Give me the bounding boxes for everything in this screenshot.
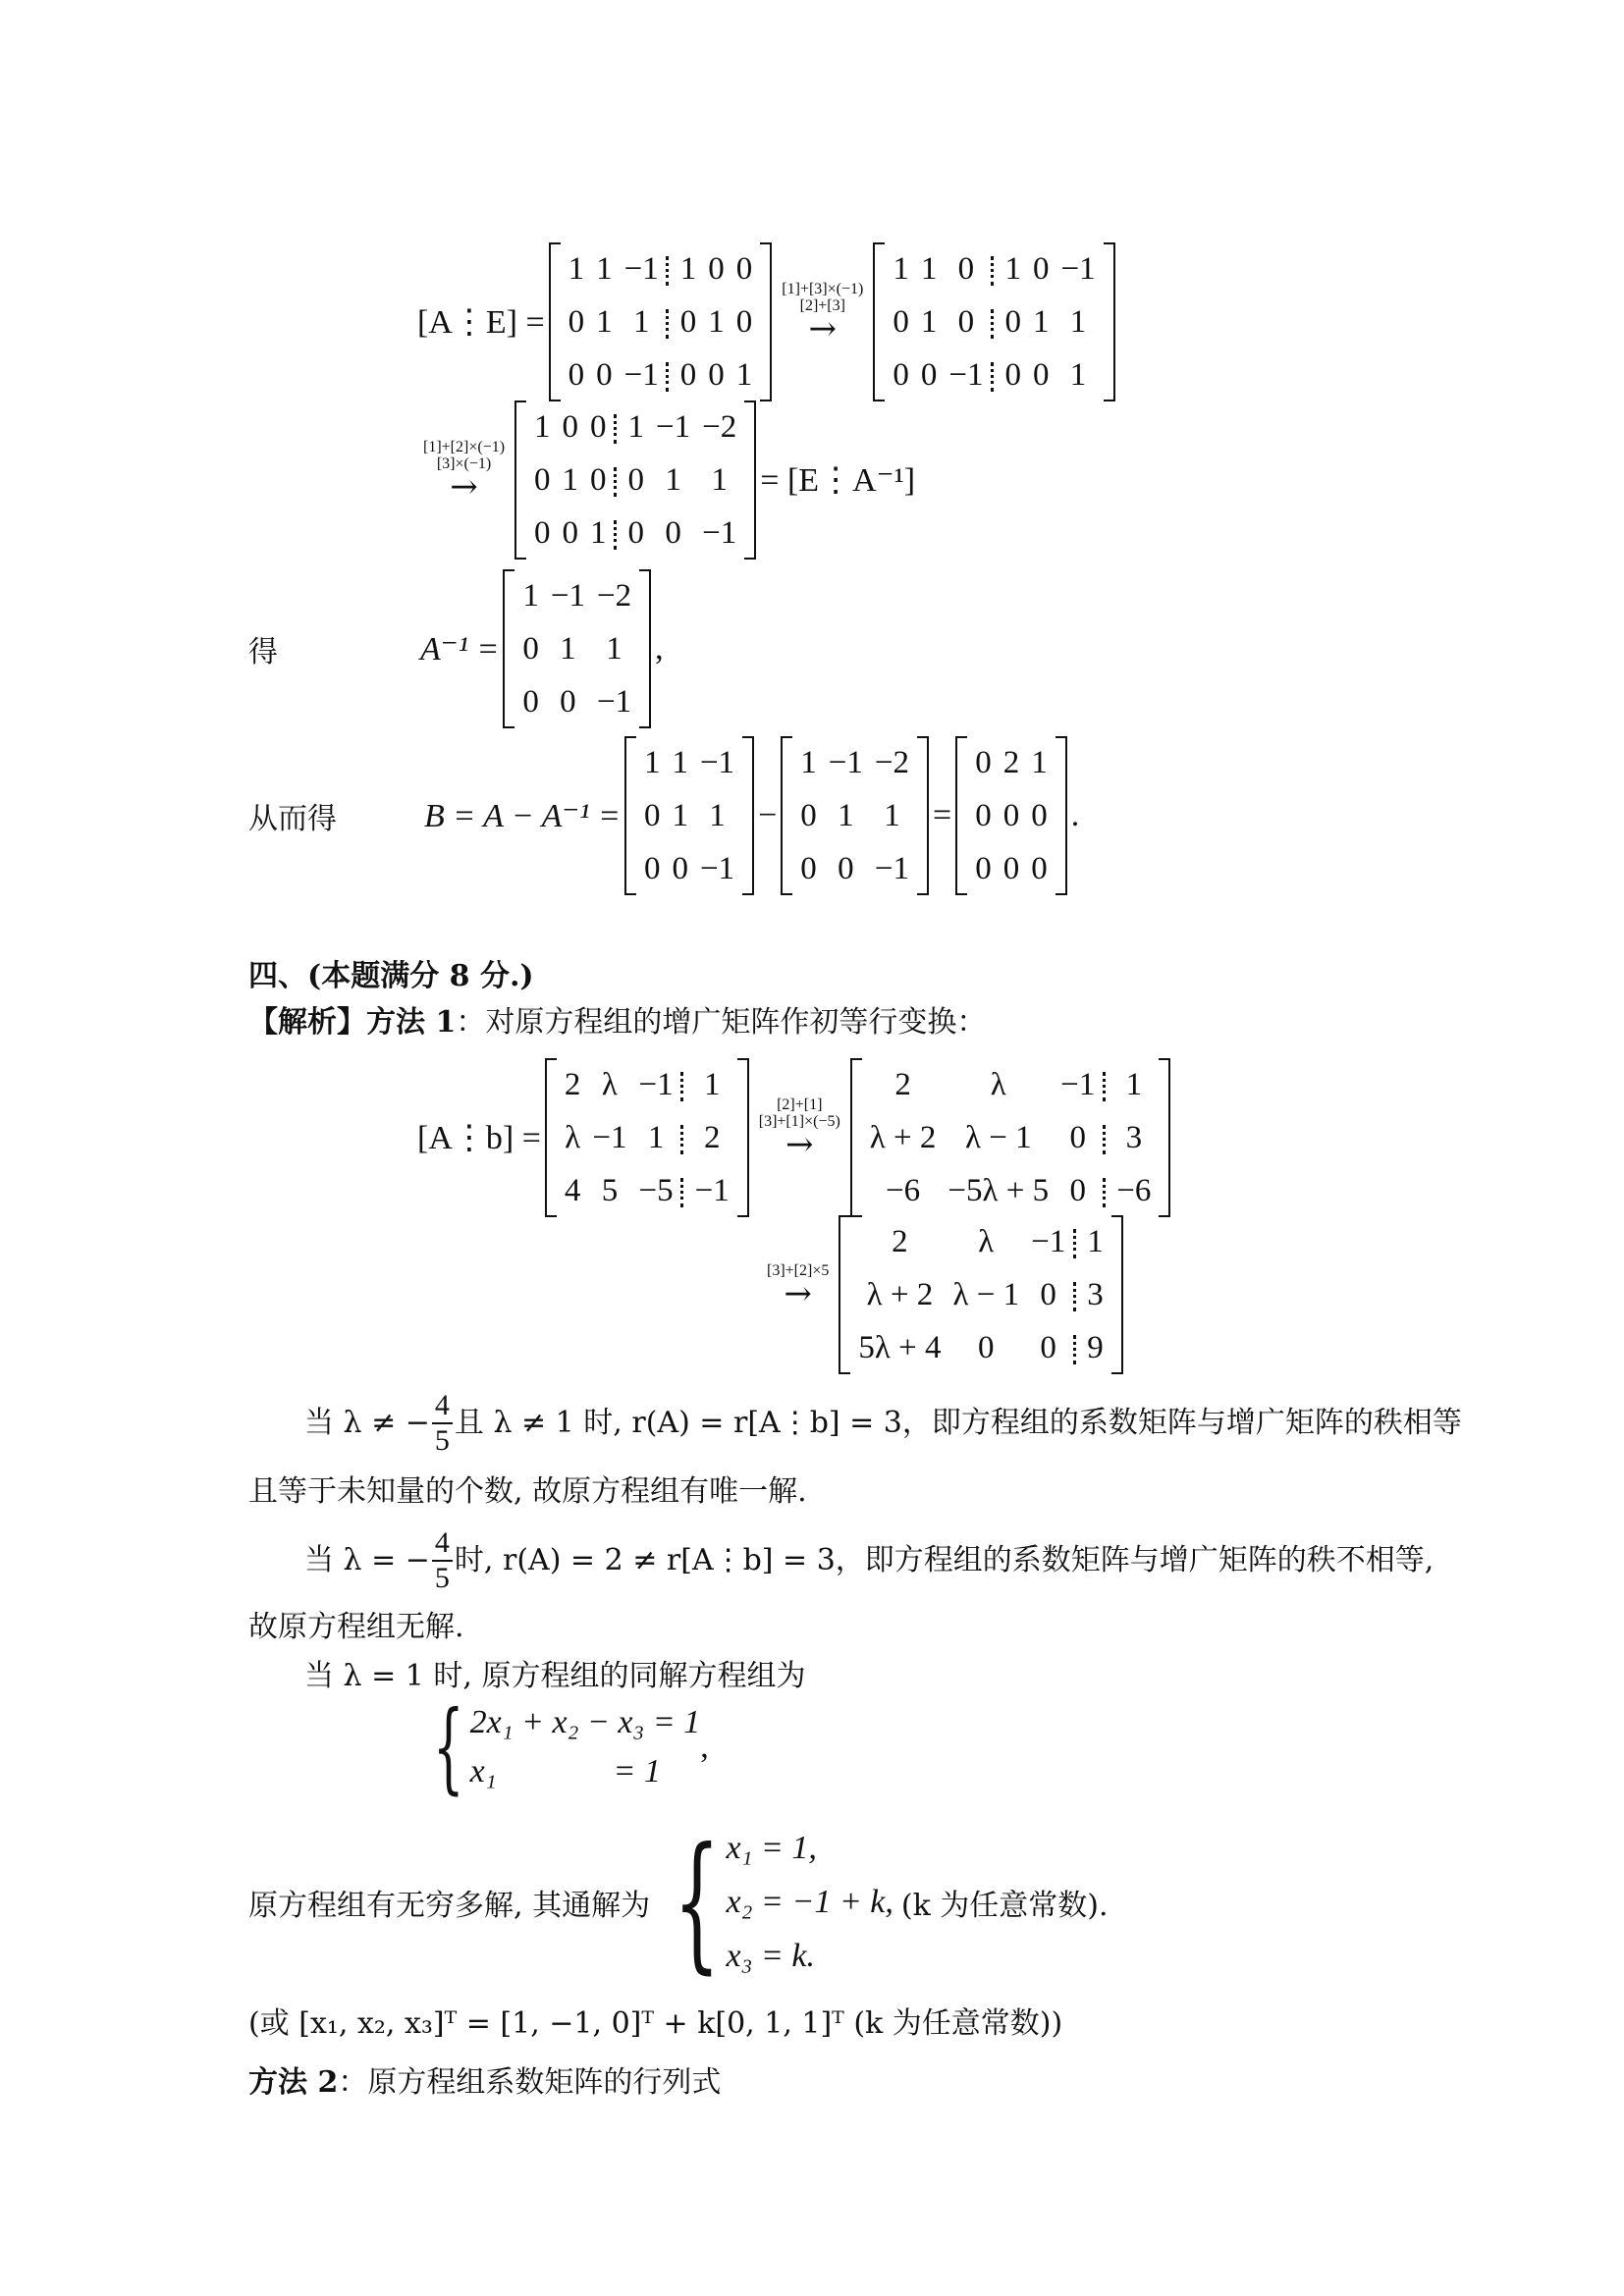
row-op-arrow-2 [423, 439, 506, 507]
general-solution-lead: 原方程组有无穷多解, 其通解为 [248, 1888, 651, 1923]
period: . [1070, 797, 1080, 833]
matrix-cell: 0 [534, 514, 551, 551]
arbitrary-constant-note: (k 为任意常数). [900, 1888, 1109, 1923]
matrix-cell: 1 [1069, 356, 1087, 393]
matrix-cell: 0 [1040, 1329, 1056, 1365]
matrix-row [969, 842, 1054, 895]
matrix-cell: 0 [1032, 356, 1050, 393]
matrix-cell: 0 [975, 744, 992, 780]
a-inverse-equation [420, 569, 664, 728]
matrix-cell: 0 [1004, 303, 1021, 340]
para-unique-line1 [304, 1389, 1462, 1458]
matrix-row [852, 1215, 1109, 1268]
matrix-row [516, 675, 637, 728]
matrix-cell: 0 [665, 514, 681, 551]
row-op-arrow-1 [782, 281, 864, 348]
matrix-cell: 0 [1040, 1276, 1056, 1312]
matrix-cell: 0 [627, 514, 645, 551]
matrix-cell: 0 [1069, 1172, 1086, 1208]
matrix-cell: 0 [679, 303, 697, 340]
ae-lhs: [A⋮E] = [417, 304, 545, 341]
augmented-identity-equation-row1 [417, 242, 1119, 401]
matrix-row [638, 789, 740, 842]
matrix-cell: −2 [874, 744, 909, 780]
augment-separator [989, 295, 999, 348]
augment-separator [679, 1164, 689, 1217]
matrix-row [794, 736, 915, 789]
augment-separator [665, 242, 675, 295]
ab-matrix-1 [545, 1058, 749, 1217]
matrix-row [563, 242, 759, 295]
left-brace-icon: { [673, 1816, 721, 1988]
matrix-cell: 1 [884, 797, 900, 833]
matrix-cell: 1 [606, 630, 623, 667]
matrix-cell: 0 [975, 850, 992, 886]
matrix-cell: 0 [1069, 1119, 1086, 1155]
matrix-cell: −1 [623, 356, 659, 393]
method2-line [248, 2063, 721, 2103]
matrix-cell: 1 [568, 250, 585, 287]
ae-rhs: = [E⋮A⁻¹] [760, 462, 916, 499]
fraction [432, 1526, 453, 1595]
matrix-cell: −1 [550, 577, 585, 614]
matrix-cell: 3 [1087, 1276, 1104, 1312]
matrix-cell: 1 [735, 356, 753, 393]
matrix-cell: 0 [562, 408, 579, 445]
matrix-cell: −1 [699, 850, 735, 886]
matrix-cell: 0 [957, 303, 975, 340]
matrix-row [563, 348, 759, 401]
matrix-cell: 1 [672, 797, 688, 833]
matrix-cell: 0 [522, 630, 539, 667]
matrix-cell: −1 [623, 250, 659, 287]
row-op-label: [1]+[3]×(−1) [782, 281, 864, 297]
matrix-row [864, 1111, 1158, 1164]
solution-x2: x₂ = −1 + k, [726, 1884, 893, 1920]
matrix-row [969, 736, 1054, 789]
equals-sign: = [933, 797, 952, 833]
matrix-row [559, 1058, 735, 1111]
ainv-matrix [503, 569, 651, 728]
matrix-cell: −1 [596, 683, 632, 720]
matrix-cell: 0 [560, 683, 576, 720]
right-arrow-icon: → [784, 1273, 812, 1313]
matrix-cell: 1 [596, 303, 613, 340]
matrix-cell: 0 [800, 797, 817, 833]
matrix-cell: 0 [627, 461, 645, 498]
matrix-cell: 1 [590, 514, 607, 551]
matrix-cell: −1 [699, 744, 735, 780]
matrix-cell: 1 [1031, 744, 1048, 780]
congerde-label: 从而得 [248, 802, 337, 836]
matrix-cell: 0 [800, 850, 817, 886]
matrix-cell: 0 [975, 797, 992, 833]
matrix-cell: 0 [643, 797, 661, 833]
matrix-cell: 1 [920, 250, 938, 287]
matrix-cell: 1 [838, 797, 854, 833]
matrix-cell: 0 [893, 303, 909, 340]
matrix-cell: −1 [702, 514, 737, 551]
matrix-cell: 0 [522, 683, 539, 720]
matrix-row [887, 242, 1101, 295]
row-op-label: [2]+[1] [777, 1096, 823, 1113]
matrix-cell: −5λ + 5 [947, 1172, 1050, 1208]
ae-matrix-1 [549, 242, 773, 401]
solution-x1: x₁ = 1, [726, 1830, 817, 1866]
augment-separator [1101, 1164, 1110, 1217]
matrix-cell: 0 [957, 250, 975, 287]
method2-bold: 方法 2 [248, 2065, 339, 2100]
matrix-row [559, 1164, 735, 1217]
matrix-cell: 1 [1087, 1223, 1104, 1259]
matrix-cell: 1 [672, 744, 688, 780]
matrix-cell: 0 [672, 850, 688, 886]
system-1-eq-2: x₁ = 1 [469, 1753, 661, 1789]
matrix-cell: 0 [562, 514, 579, 551]
matrix-cell: −6 [1116, 1172, 1152, 1208]
para-unique-line2: 且等于未知量的个数, 故原方程组有唯一解. [248, 1474, 807, 1509]
matrix-cell: 0 [735, 250, 753, 287]
matrix-cell: λ + 2 [866, 1276, 934, 1312]
matrix-cell: −1 [1060, 250, 1096, 287]
system-1-eq-1: 2x₁ + x₂ − x₃ = 1 [469, 1704, 701, 1740]
matrix-cell: λ − 1 [964, 1119, 1032, 1155]
jiexi-line [248, 1003, 986, 1042]
matrix-cell: 1 [893, 250, 909, 287]
matrix-cell: 0 [1002, 797, 1020, 833]
matrix-cell: 2 [892, 1223, 908, 1259]
matrix-cell: −1 [592, 1119, 627, 1155]
matrix-cell: 1 [708, 303, 725, 340]
comma: , [700, 1729, 709, 1765]
matrix-cell: 1 [534, 408, 551, 445]
matrix-cell: −1 [694, 1172, 730, 1208]
right-arrow-icon: → [450, 467, 478, 507]
matrix-row [516, 622, 637, 675]
matrix-cell: 0 [534, 461, 551, 498]
matrix-cell: λ + 2 [869, 1119, 937, 1155]
augment-separator [665, 295, 675, 348]
matrix-cell: 0 [596, 356, 613, 393]
matrix-row [528, 507, 742, 560]
matrix-cell: 1 [562, 461, 579, 498]
matrix-row [638, 736, 740, 789]
comma: , [655, 630, 664, 667]
matrix-cell: 2 [564, 1066, 581, 1102]
augment-separator [613, 507, 623, 560]
matrix-cell: −6 [886, 1172, 921, 1208]
matrix-cell: −1 [948, 356, 984, 393]
matrix-cell: 2 [1002, 744, 1020, 780]
p2-a: 当 λ = − [304, 1543, 430, 1577]
matrix-cell: 0 [568, 356, 585, 393]
matrix-cell: 1 [665, 461, 681, 498]
augment-separator [989, 242, 999, 295]
denominator: 5 [434, 1424, 450, 1457]
matrix-row [559, 1111, 735, 1164]
matrix-cell: 0 [920, 356, 938, 393]
augment-separator [1071, 1268, 1081, 1321]
matrix-cell: 0 [708, 356, 725, 393]
matrix-row [638, 842, 740, 895]
matrix-cell: λ [565, 1119, 581, 1155]
matrix-cell: 0 [708, 250, 725, 287]
minus-sign: − [758, 797, 778, 833]
matrix-cell: −1 [1031, 1223, 1066, 1259]
numerator: 4 [432, 1526, 453, 1562]
matrix-cell: −1 [656, 408, 691, 445]
augment-separator [1101, 1058, 1110, 1111]
matrix-cell: −1 [828, 744, 863, 780]
ae-matrix-2 [873, 242, 1114, 401]
row-op-label: [3]×(−1) [436, 455, 492, 472]
matrix-cell: 0 [893, 356, 909, 393]
matrix-cell: 1 [560, 630, 576, 667]
matrix-cell: −2 [702, 408, 737, 445]
matrix-row [528, 454, 742, 507]
jiexi-bold: 【解析】方法 1 [248, 1005, 457, 1040]
matrix-cell: 9 [1087, 1329, 1104, 1365]
matrix-row [528, 400, 742, 454]
matrix-cell: 1 [703, 1066, 721, 1102]
b-equation [424, 736, 1079, 895]
para-none-line2: 故原方程组无解. [248, 1610, 464, 1644]
b-lhs: B = A − A⁻¹ = [424, 798, 621, 834]
augment-separator [665, 348, 675, 401]
denominator: 5 [434, 1562, 450, 1594]
matrix-cell: 1 [1004, 250, 1021, 287]
ab-matrix-2 [850, 1058, 1171, 1217]
matrix-row [887, 295, 1101, 348]
matrix-cell: 1 [920, 303, 938, 340]
matrix-cell: 1 [1125, 1066, 1143, 1102]
matrix-cell: 0 [978, 1329, 995, 1365]
matrix-row [887, 348, 1101, 401]
para-lambda1: 当 λ = 1 时, 原方程组的同解方程组为 [304, 1659, 806, 1693]
matrix-cell: 1 [643, 744, 661, 780]
p2-b: 时, r(A) = 2 ≠ r[A⋮b] = 3，即方程组的系数矩阵与增广矩阵的秩不相等, [454, 1543, 1435, 1577]
b-matrix-result [955, 736, 1067, 895]
matrix-cell: 0 [590, 408, 607, 445]
row-op-label: [3]+[1]×(−5) [758, 1113, 840, 1130]
fraction [432, 1389, 453, 1458]
p1-a: 当 λ ≠ − [304, 1406, 430, 1440]
matrix-cell: −2 [596, 577, 632, 614]
matrix-cell: 0 [735, 303, 753, 340]
augment-separator [1101, 1111, 1110, 1164]
matrix-cell: 1 [800, 744, 817, 780]
augment-separator [1071, 1321, 1081, 1374]
method2-rest: ：原方程组系数矩阵的行列式 [338, 2065, 722, 2100]
matrix-cell: 1 [1069, 303, 1087, 340]
right-arrow-icon: → [808, 309, 838, 348]
general-solution [248, 1816, 1109, 1988]
matrix-cell: 0 [1032, 250, 1050, 287]
matrix-cell: 0 [1004, 356, 1021, 393]
matrix-cell: 1 [627, 408, 645, 445]
matrix-row [864, 1164, 1158, 1217]
matrix-cell: 0 [838, 850, 854, 886]
matrix-cell: 1 [647, 1119, 665, 1155]
augmented-b-equation-row2 [761, 1215, 1127, 1374]
matrix-cell: λ [601, 1066, 618, 1102]
matrix-row [852, 1268, 1109, 1321]
matrix-row [563, 295, 759, 348]
matrix-cell: 0 [1031, 797, 1048, 833]
system-1 [417, 1689, 709, 1804]
jiexi-rest: ：对原方程组的增广矩阵作初等行变换： [456, 1005, 987, 1040]
row-op-label: [3]+[2]×5 [767, 1261, 830, 1279]
matrix-cell: 1 [709, 797, 726, 833]
matrix-row [794, 789, 915, 842]
row-op-arrow-4 [767, 1261, 830, 1313]
matrix-cell: 1 [1032, 303, 1050, 340]
section-heading: 四、(本题满分 8 分.) [248, 959, 534, 993]
matrix-row [864, 1058, 1158, 1111]
ab-matrix-3 [839, 1215, 1122, 1374]
para-none-line1 [304, 1526, 1434, 1595]
matrix-row [794, 842, 915, 895]
matrix-cell: 2 [703, 1119, 721, 1155]
matrix-cell: 1 [596, 250, 613, 287]
left-brace-icon: { [432, 1689, 464, 1804]
augment-separator [679, 1058, 689, 1111]
augment-separator [613, 454, 623, 507]
matrix-cell: 4 [564, 1172, 581, 1208]
matrix-cell: −1 [638, 1066, 674, 1102]
row-op-label: [1]+[2]×(−1) [423, 439, 506, 455]
matrix-cell: λ − 1 [952, 1276, 1020, 1312]
matrix-cell: λ [990, 1066, 1006, 1102]
matrix-cell: 1 [522, 577, 539, 614]
b-matrix-ainv [781, 736, 929, 895]
matrix-cell: 1 [679, 250, 697, 287]
matrix-cell: 5λ + 4 [858, 1329, 942, 1365]
ainv-lhs: A⁻¹ = [420, 631, 500, 667]
matrix-cell: −5 [638, 1172, 674, 1208]
matrix-cell: −1 [1060, 1066, 1096, 1102]
augment-separator [989, 348, 999, 401]
row-op-arrow-3 [758, 1096, 840, 1164]
matrix-cell: 0 [1002, 850, 1020, 886]
augmented-identity-equation-row2 [417, 400, 915, 560]
matrix-cell: 5 [601, 1172, 619, 1208]
matrix-cell: 1 [711, 461, 728, 498]
right-arrow-icon: → [785, 1125, 814, 1164]
matrix-cell: 0 [568, 303, 585, 340]
matrix-cell: 0 [590, 461, 607, 498]
matrix-row [852, 1321, 1109, 1374]
ae-matrix-3 [514, 400, 756, 560]
augment-separator [679, 1111, 689, 1164]
augment-separator [1071, 1215, 1081, 1268]
row-op-label: [2]+[3] [799, 297, 845, 314]
matrix-row [969, 789, 1054, 842]
matrix-cell: 0 [643, 850, 661, 886]
ab-lhs: [A⋮b] = [417, 1120, 541, 1156]
matrix-cell: λ [978, 1223, 995, 1259]
matrix-cell: 1 [632, 303, 650, 340]
p1-b: 且 λ ≠ 1 时, r(A) = r[A⋮b] = 3，即方程组的系数矩阵与增广矩阵的秩相等 [454, 1406, 1462, 1440]
b-matrix-a [624, 736, 754, 895]
augment-separator [613, 400, 623, 454]
augmented-b-equation-row1 [417, 1058, 1174, 1217]
numerator: 4 [432, 1389, 453, 1424]
matrix-row [516, 569, 637, 622]
matrix-cell: 0 [679, 356, 697, 393]
matrix-cell: 2 [894, 1066, 911, 1102]
matrix-cell: 0 [1031, 850, 1048, 886]
vector-form-line: (或 [x₁, x₂, x₃]ᵀ = [1, −1, 0]ᵀ + k[0, 1, 1]ᵀ (k 为任意常数)) [248, 2006, 1063, 2041]
matrix-cell: 3 [1125, 1119, 1143, 1155]
solution-x3: x₃ = k. [726, 1938, 815, 1974]
matrix-cell: −1 [874, 850, 909, 886]
de-label: 得 [248, 635, 278, 669]
